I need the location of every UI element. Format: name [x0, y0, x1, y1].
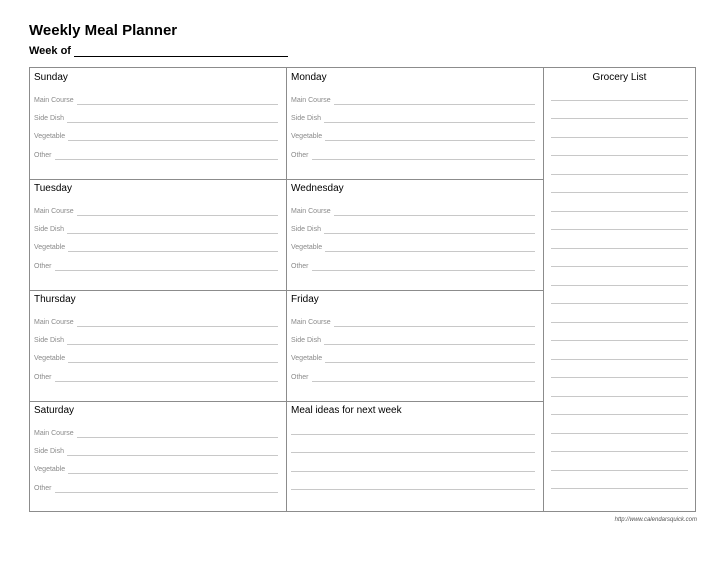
field-line[interactable] — [77, 104, 278, 105]
field-line[interactable] — [55, 381, 278, 382]
field-label: Other — [291, 374, 309, 381]
grocery-line[interactable] — [551, 359, 688, 360]
field-row[interactable] — [34, 261, 278, 271]
field-row[interactable] — [291, 113, 535, 123]
field-row[interactable] — [34, 464, 278, 474]
field-row[interactable] — [291, 131, 535, 141]
grocery-line[interactable] — [551, 451, 688, 452]
day-cell-saturday — [30, 401, 286, 511]
field-row[interactable] — [34, 113, 278, 123]
field-label: Vegetable — [34, 466, 66, 473]
week-of-field[interactable] — [29, 44, 288, 57]
day-name: Wednesday — [291, 183, 344, 194]
grocery-line[interactable] — [551, 322, 688, 323]
meal-ideas-heading: Meal ideas for next week — [291, 405, 402, 416]
field-line[interactable] — [324, 344, 535, 345]
field-row[interactable] — [34, 335, 278, 345]
meal-idea-line[interactable] — [291, 489, 535, 490]
page-title: Weekly Meal Planner — [29, 22, 178, 39]
field-row[interactable] — [291, 335, 535, 345]
field-label: Main Course — [34, 430, 74, 437]
grocery-line[interactable] — [551, 118, 688, 119]
field-label: Side Dish — [34, 337, 64, 344]
field-line[interactable] — [67, 233, 278, 234]
field-label: Main Course — [291, 97, 331, 104]
field-line[interactable] — [325, 362, 535, 363]
field-label: Main Course — [34, 208, 74, 215]
grocery-line[interactable] — [551, 396, 688, 397]
field-row[interactable] — [34, 242, 278, 252]
field-label: Main Course — [291, 319, 331, 326]
field-label: Vegetable — [34, 133, 66, 140]
grocery-line[interactable] — [551, 303, 688, 304]
day-cell-thursday — [30, 290, 286, 401]
field-line[interactable] — [55, 270, 278, 271]
field-line[interactable] — [55, 492, 278, 493]
grocery-line[interactable] — [551, 192, 688, 193]
field-row[interactable] — [34, 353, 278, 363]
grocery-line[interactable] — [551, 137, 688, 138]
field-line[interactable] — [67, 455, 278, 456]
field-line[interactable] — [324, 122, 535, 123]
field-label: Side Dish — [34, 448, 64, 455]
grocery-line[interactable] — [551, 340, 688, 341]
column-divider — [543, 68, 544, 511]
footer-url[interactable]: http://www.calendarsquick.com — [614, 517, 697, 523]
field-label: Other — [34, 152, 52, 159]
week-of-label: Week of — [29, 45, 71, 57]
field-line[interactable] — [325, 251, 535, 252]
field-row[interactable] — [291, 353, 535, 363]
field-line[interactable] — [77, 437, 278, 438]
field-row[interactable] — [34, 428, 278, 438]
field-label: Other — [34, 263, 52, 270]
field-label: Vegetable — [291, 133, 323, 140]
field-row[interactable] — [291, 372, 535, 382]
field-label: Side Dish — [34, 115, 64, 122]
field-row[interactable] — [34, 131, 278, 141]
meal-idea-line[interactable] — [291, 471, 535, 472]
field-line[interactable] — [68, 473, 278, 474]
field-line[interactable] — [324, 233, 535, 234]
field-line[interactable] — [77, 215, 278, 216]
grocery-list-heading: Grocery List — [592, 72, 647, 83]
grocery-line[interactable] — [551, 248, 688, 249]
field-row[interactable] — [291, 150, 535, 160]
day-name: Monday — [291, 72, 327, 83]
grocery-line[interactable] — [551, 174, 688, 175]
field-line[interactable] — [67, 122, 278, 123]
field-label: Side Dish — [291, 115, 321, 122]
grocery-line[interactable] — [551, 211, 688, 212]
grocery-line[interactable] — [551, 285, 688, 286]
day-cell-tuesday — [30, 179, 286, 290]
field-label: Other — [291, 152, 309, 159]
week-of-blank-line[interactable] — [74, 44, 288, 57]
field-line[interactable] — [67, 344, 278, 345]
field-row[interactable] — [34, 317, 278, 327]
field-label: Main Course — [34, 97, 74, 104]
field-row[interactable] — [291, 95, 535, 105]
field-label: Main Course — [34, 319, 74, 326]
grocery-line[interactable] — [551, 470, 688, 471]
field-line[interactable] — [334, 326, 535, 327]
field-line[interactable] — [68, 362, 278, 363]
day-cell-friday — [287, 290, 543, 401]
field-label: Vegetable — [291, 244, 323, 251]
field-row[interactable] — [34, 224, 278, 234]
grocery-line[interactable] — [551, 229, 688, 230]
meal-ideas-cell — [287, 401, 543, 511]
day-cell-monday — [287, 68, 543, 179]
field-label: Vegetable — [34, 244, 66, 251]
field-line[interactable] — [312, 159, 535, 160]
day-name: Saturday — [34, 405, 75, 416]
planner-grid — [29, 67, 696, 512]
grocery-line[interactable] — [551, 414, 688, 415]
grocery-line[interactable] — [551, 488, 688, 489]
field-label: Other — [34, 374, 52, 381]
field-line[interactable] — [312, 270, 535, 271]
field-line[interactable] — [68, 140, 278, 141]
field-label: Side Dish — [34, 226, 64, 233]
field-label: Main Course — [291, 208, 331, 215]
grocery-line[interactable] — [551, 266, 688, 267]
field-line[interactable] — [334, 215, 535, 216]
day-name: Thursday — [34, 294, 76, 305]
field-row[interactable] — [34, 372, 278, 382]
field-row[interactable] — [34, 446, 278, 456]
day-name: Sunday — [34, 72, 68, 83]
field-label: Vegetable — [291, 355, 323, 362]
field-row[interactable] — [291, 317, 535, 327]
meal-idea-line[interactable] — [291, 434, 535, 435]
day-name: Tuesday — [34, 183, 72, 194]
day-cell-sunday — [30, 68, 286, 179]
field-row[interactable] — [34, 95, 278, 105]
field-row[interactable] — [34, 483, 278, 493]
day-cell-wednesday — [287, 179, 543, 290]
field-row[interactable] — [291, 206, 535, 216]
grocery-line[interactable] — [551, 377, 688, 378]
field-label: Other — [34, 485, 52, 492]
field-label: Vegetable — [34, 355, 66, 362]
field-line[interactable] — [77, 326, 278, 327]
field-row[interactable] — [291, 242, 535, 252]
field-label: Side Dish — [291, 226, 321, 233]
grocery-line[interactable] — [551, 433, 688, 434]
grocery-line[interactable] — [551, 100, 688, 101]
meal-idea-line[interactable] — [291, 452, 535, 453]
field-label: Other — [291, 263, 309, 270]
grocery-line[interactable] — [551, 155, 688, 156]
field-line[interactable] — [334, 104, 535, 105]
field-row[interactable] — [34, 150, 278, 160]
field-line[interactable] — [68, 251, 278, 252]
field-row[interactable] — [291, 224, 535, 234]
field-label: Side Dish — [291, 337, 321, 344]
day-name: Friday — [291, 294, 319, 305]
field-line[interactable] — [325, 140, 535, 141]
field-row[interactable] — [34, 206, 278, 216]
field-line[interactable] — [312, 381, 535, 382]
field-row[interactable] — [291, 261, 535, 271]
field-line[interactable] — [55, 159, 278, 160]
